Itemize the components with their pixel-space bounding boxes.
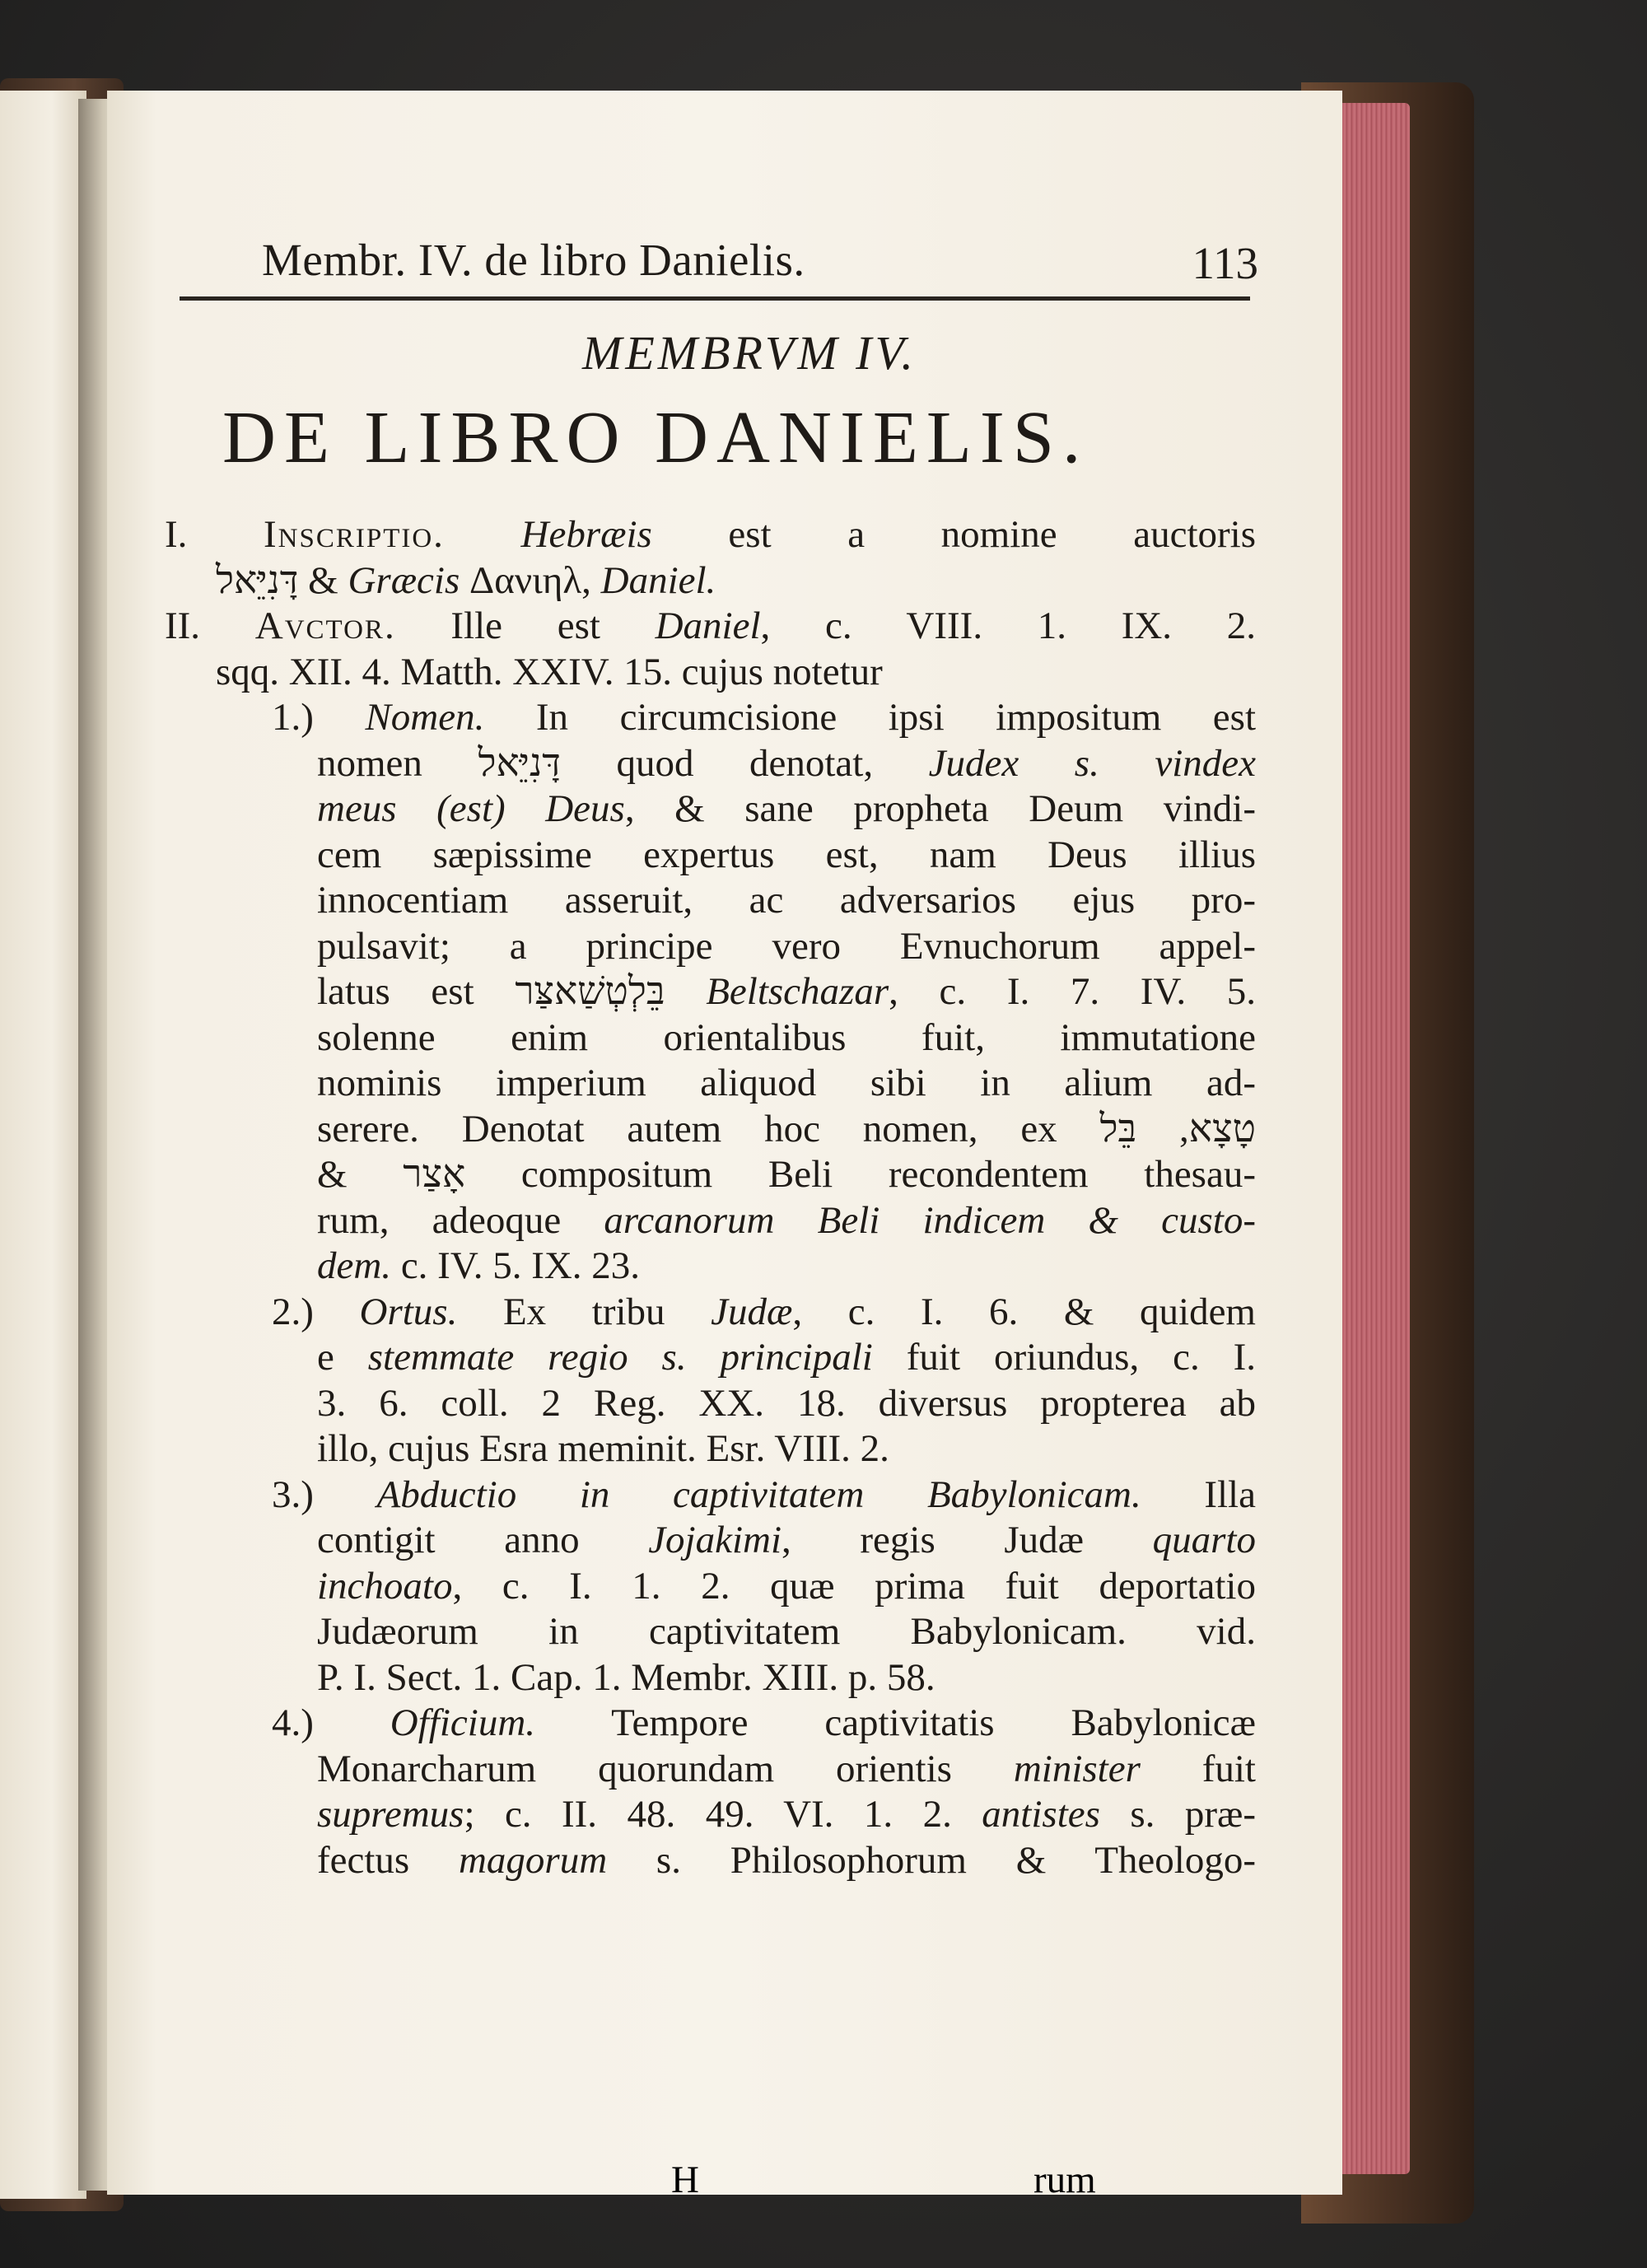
text-line: meus (est) Deus, & sane propheta Deum vindi- — [317, 787, 1256, 830]
header-rule — [180, 296, 1250, 301]
text-line: solenne enim orientalibus fuit, immutatione — [317, 1015, 1256, 1059]
text-line: serere. Denotat autem hoc nomen, ex טָצָא, בֵּל — [317, 1107, 1256, 1150]
text-line: rum, adeoque arcanorum Beli indicem & custo- — [317, 1198, 1256, 1242]
text-line: cem sæpissime expertus est, nam Deus illius — [317, 833, 1256, 876]
text-line: 3. 6. coll. 2 Reg. XX. 18. diversus propterea ab — [317, 1381, 1256, 1425]
page-number: 113 — [1192, 238, 1258, 288]
text-line: e stemmate regio s. principali fuit oriundus, c. I. — [317, 1336, 1256, 1379]
text-line: nomen דָּנִיֵּאל quod denotat, Judex s. vindex — [317, 741, 1256, 785]
text-line: 1.) Nomen. In circumcisione ipsi impositum est — [272, 696, 1256, 739]
text-line: nominis imperium aliquod sibi in alium ad- — [317, 1062, 1256, 1104]
facing-page — [0, 91, 86, 2199]
text-line: I. Inscriptio. Hebræis est a nomine auctoris — [165, 513, 1256, 556]
text-line: illo, cujus Esra meminit. Esr. VIII. 2. — [317, 1427, 889, 1470]
catchword: rum — [1033, 2158, 1096, 2201]
text-line: & אָצַר compositum Beli recondentem thesau- — [317, 1153, 1256, 1196]
text-line: Judæorum in captivitatem Babylonicam. vid. — [317, 1610, 1256, 1653]
text-line: Monarcharum quorundam orientis minister fuit — [317, 1747, 1256, 1790]
section-label: MEMBRVM IV. — [582, 326, 917, 380]
running-head — [180, 232, 1258, 290]
text-line: pulsavit; a principe vero Evnuchorum appel- — [317, 924, 1256, 968]
book-page — [107, 91, 1342, 2195]
text-line: 2.) Ortus. Ex tribu Judæ, c. I. 6. & quidem — [272, 1290, 1256, 1333]
signature-mark: H — [671, 2158, 699, 2201]
running-head-title: Membr. IV. de libro Danielis. — [262, 235, 805, 285]
text-line: latus est בֵּלְטְשַׁאצַּר Beltschazar, c. I. 7. IV. 5. — [317, 970, 1256, 1013]
text-line: דָּנִיֵּאל & Græcis Δανιηλ, Daniel. — [216, 558, 716, 602]
text-line: contigit anno Jojakimi, regis Judæ quarto — [317, 1519, 1256, 1561]
text-line: dem. c. IV. 5. IX. 23. — [317, 1244, 641, 1287]
text-line: innocentiam asseruit, ac adversarios ejus pro- — [317, 879, 1256, 922]
text-line: P. I. Sect. 1. Cap. 1. Membr. XIII. p. 58. — [317, 1655, 935, 1699]
text-line: 4.) Officium. Tempore captivitatis Babylonicæ — [272, 1701, 1256, 1744]
body-text — [165, 512, 1256, 1883]
text-line: inchoato, c. I. 1. 2. quæ prima fuit deportatio — [317, 1564, 1256, 1608]
text-line: fectus magorum s. Philosophorum & Theologo- — [317, 1838, 1256, 1882]
text-line: supremus; c. II. 48. 49. VI. 1. 2. antistes s. præ- — [317, 1793, 1256, 1836]
page-title: DE LIBRO DANIELIS. — [222, 397, 1089, 478]
text-line: 3.) Abductio in captivitatem Babylonicam. Illa — [272, 1472, 1256, 1516]
text-line: sqq. XII. 4. Matth. XXIV. 15. cujus notetur — [216, 650, 883, 693]
text-line: II. Avctor. Ille est Daniel, c. VIII. 1. IX. 2. — [165, 604, 1256, 647]
